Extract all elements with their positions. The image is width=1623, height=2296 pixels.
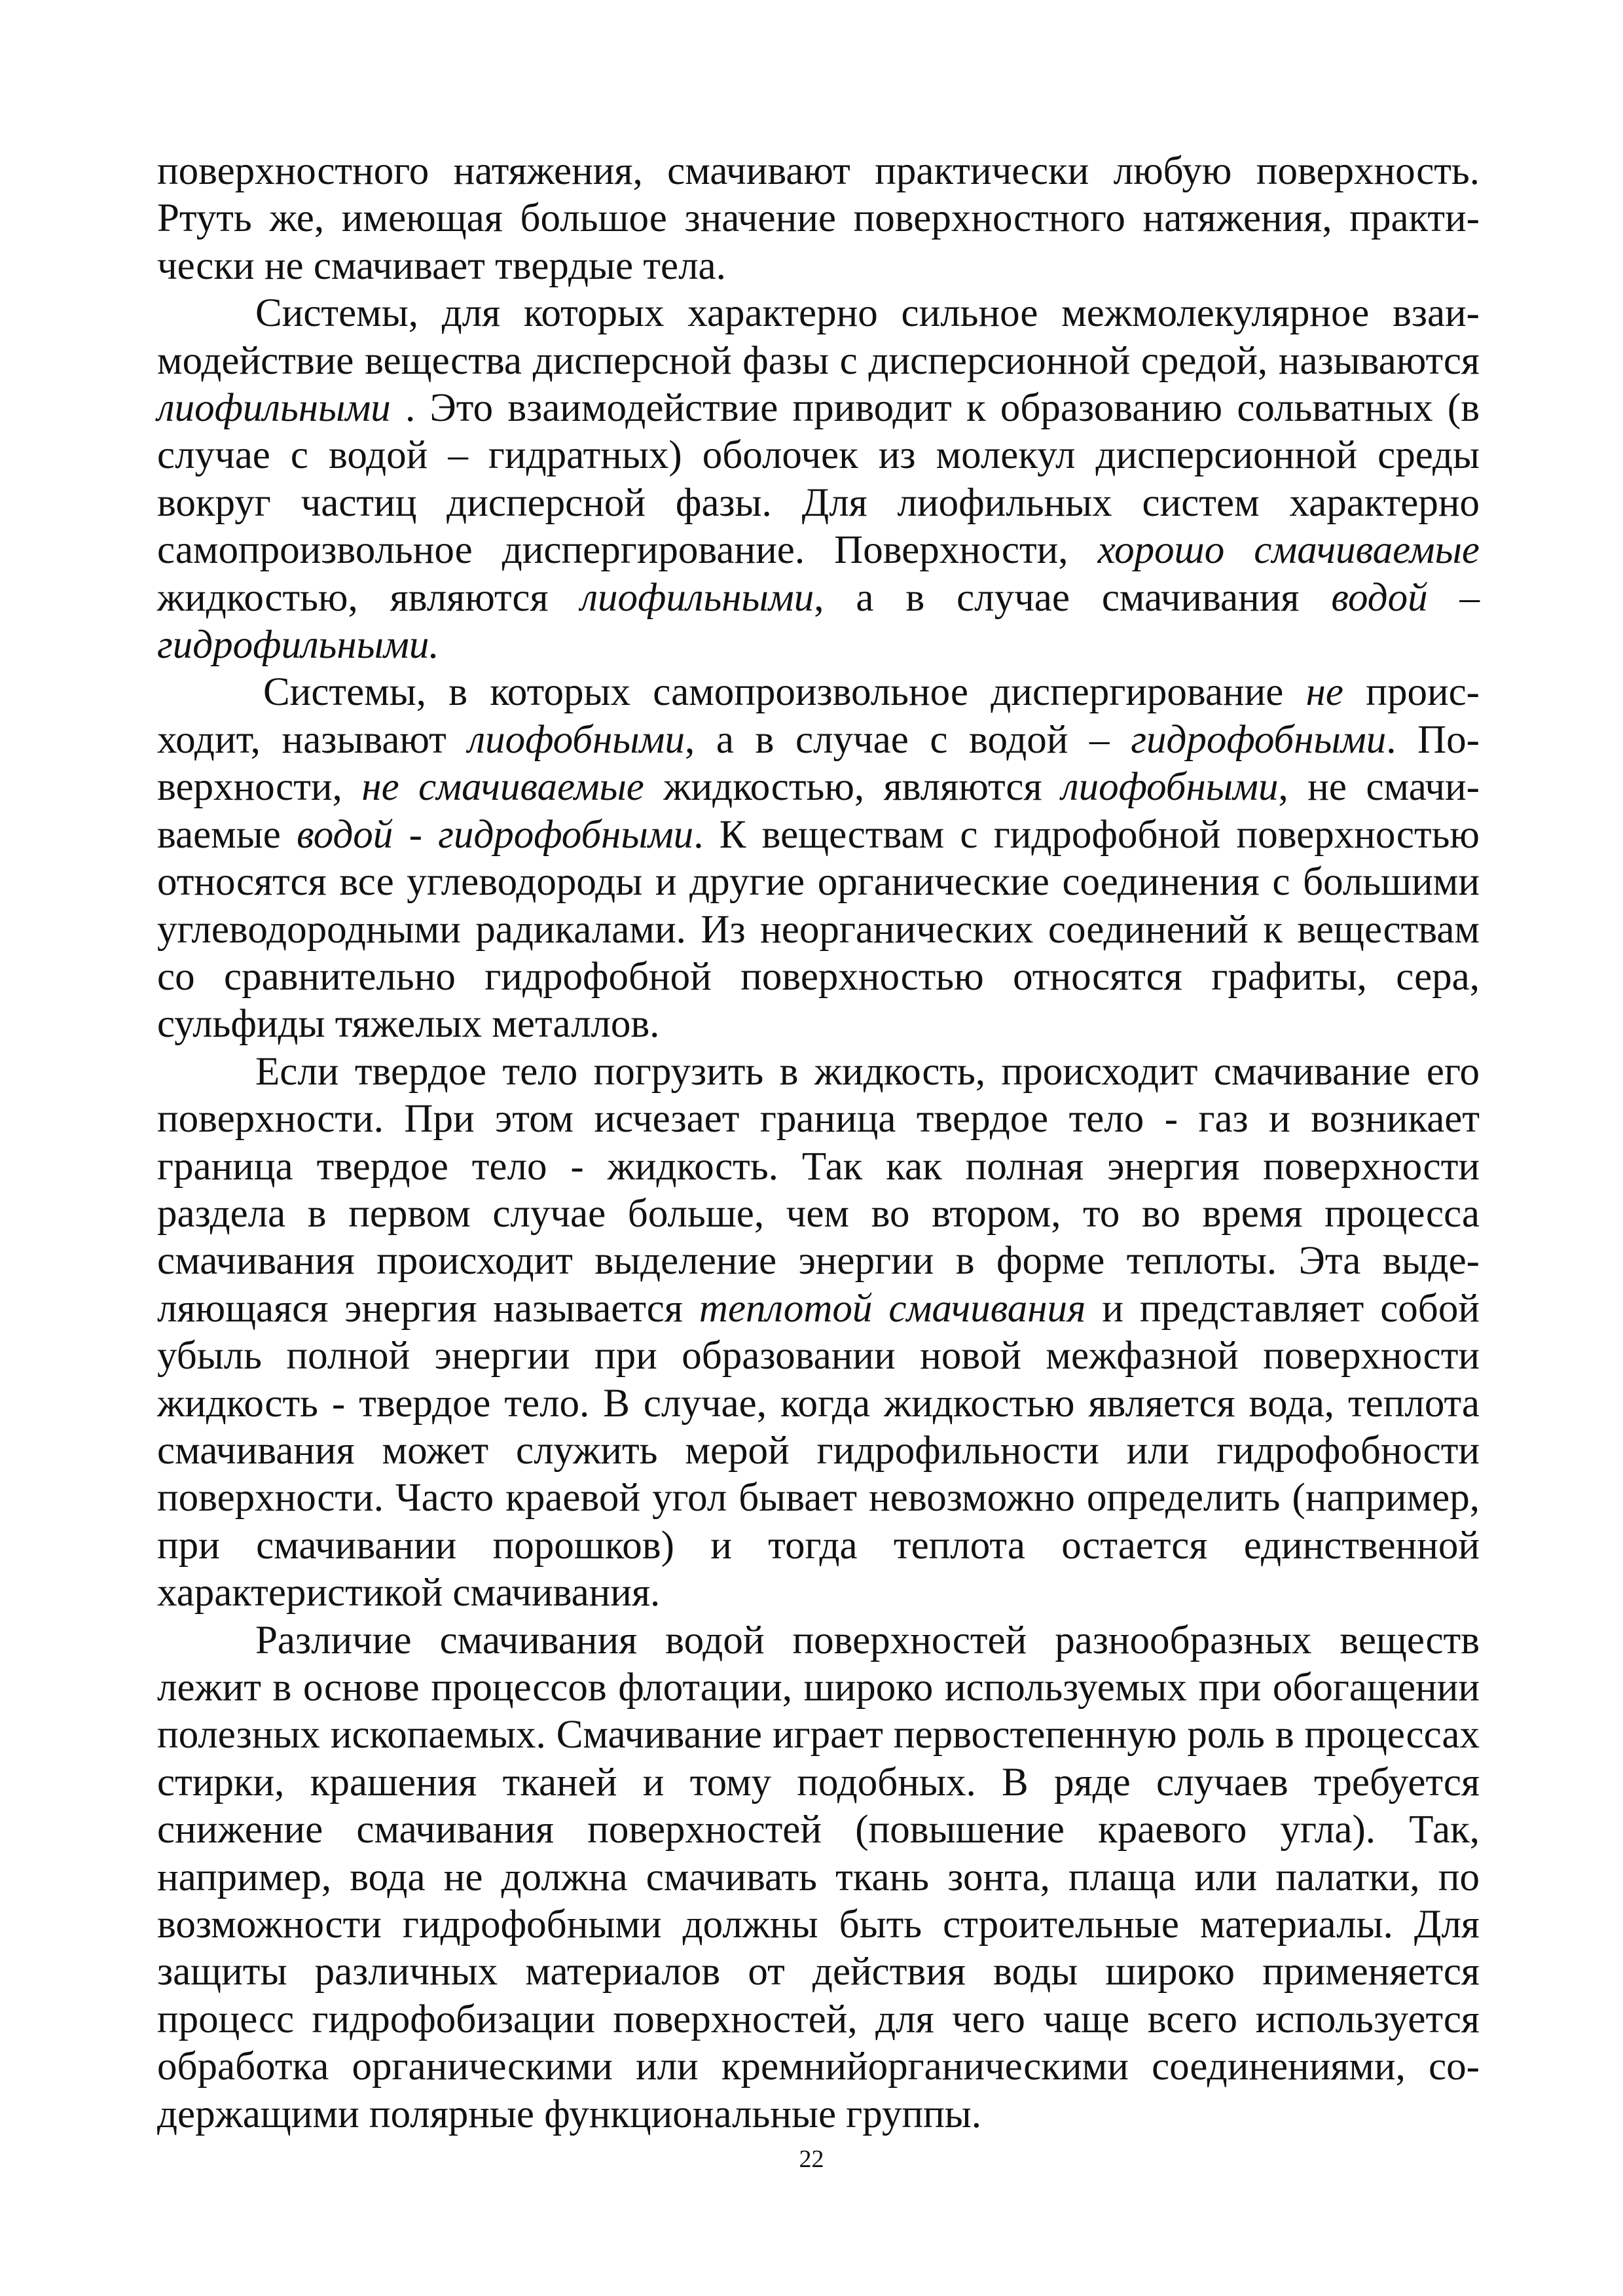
paragraph-2 [157,290,1480,669]
italic-term: гидрофобными [1131,717,1387,762]
page-number: 22 [799,2145,824,2173]
document-page [157,148,1480,2138]
text-run: происходит, называют [157,670,1480,762]
text-run: жидкостью, являются [157,575,581,620]
italic-term: теплотой смачивания [699,1286,1086,1331]
text-run: и представляет собой убыль полной энергии при образовании новой межфазной поверхности жидкость - твердое тело. В случае, когда жидкостью является вода, теплота смачивания может служить мерой гидрофильности или гидрофобности поверхности. Часто краевой угол бывает невозможно определить (например, при смачивании порошков) и тогда теплота остается единственной характеристикой смачивания. [157,1286,1480,1615]
paragraph-4 [157,1049,1480,1617]
italic-term: водой - гидрофобными [297,812,694,857]
italic-term: не смачиваемые [361,765,644,810]
text-run: . Поверхности, [157,717,1480,810]
paragraph-3 [157,669,1480,1048]
text-run: , а в случае смачивания [814,575,1332,620]
italic-term: лиофобными [1061,765,1279,810]
text-run: жидкостью, являются [644,765,1061,810]
italic-term: лиофильными [580,575,814,620]
italic-term: не [1305,670,1343,715]
text-run: . К веществам с гидрофобной поверхностью относятся все углеводороды и другие органические соединения с большими углеводородными радикалами. Из неорганических соединений к веществам со сравнительно гидрофобной поверхностью относятся графиты, сера, сульфиды тяжелых металлов. [157,812,1480,1047]
paragraph-5 [157,1617,1480,2138]
text-run: Системы, для которых характерно сильное межмолекулярное взаимодействие вещества дисперсной фазы с дисперсионной средой, называются [157,291,1480,383]
text-run: Если твердое тело погрузить в жидкость, происходит смачивание его поверхности. При этом исчезает граница твердое тело - газ и возникает граница твердое тело - жидкость. Так как полная энергия поверхности раздела в первом случае больше, чем во втором, то во время процесса смачивания происходит выделение энергии в форме теплоты. Эта выделяющаяся энергия называется [157,1049,1480,1331]
italic-term: лиофильными [157,386,391,431]
text-run: Различие смачивания водой поверхностей разнообразных веществ лежит в основе процессов флотации, широко используемых при обогащении полезных ископаемых. Смачивание играет первостепенную роль в процессах стирки, крашения тканей и тому подобных. В ряде случаев требуется снижение смачивания поверхностей (повышение краевого угла). Так, например, вода не должна смачивать ткань зонта, плаща или палатки, по возможности гидрофобными должны быть строительные материалы. Для защиты различных материалов от действия воды широко применяется процесс гидрофобизации поверхностей, для чего чаще всего используется обработка органическими или кремнийорганическими соединениями, содержащими полярные функциональные группы. [157,1618,1480,2136]
text-run: поверхностного натяжения, смачивают практически любую поверхность. Ртуть же, имеющая большое значение поверхностного натяжения, практически не смачивает твердые тела. [157,149,1480,288]
text-run: , не смачиваемые [157,765,1480,857]
italic-term: лиофобными [467,717,685,762]
text-run: , а в случае с водой – [684,717,1131,762]
text-run: . Это взаимодействие приводит к образованию сольватных (в случае с водой – гидратных) оболочек из молекул дисперсионной среды вокруг частиц дисперсной фазы. Для лиофильных систем характерно самопроизвольное диспергирование. Поверхности, [157,386,1480,573]
text-run: Системы, в которых самопроизвольное диспергирование [263,670,1306,715]
italic-term: водой – гидрофильными. [157,575,1480,668]
italic-term: хорошо смачиваемые [1097,528,1480,573]
paragraph-1 [157,148,1480,290]
